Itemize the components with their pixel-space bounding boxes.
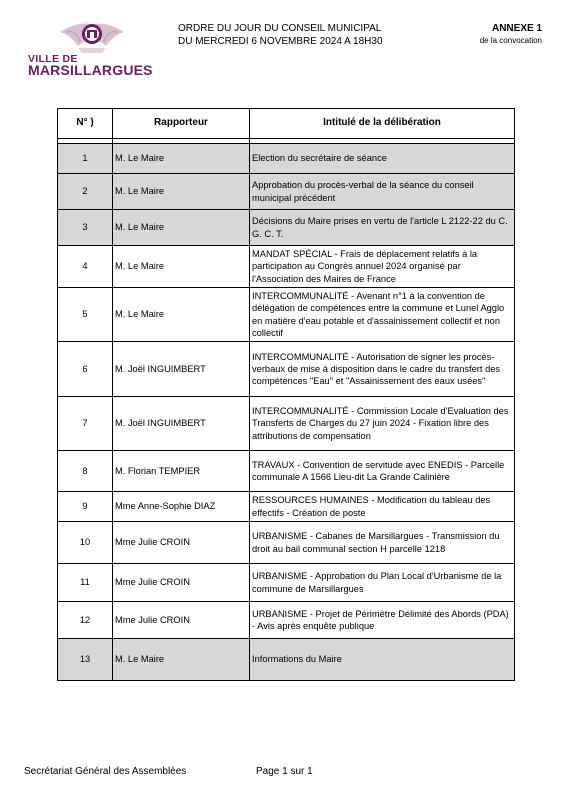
row-number: 13 <box>58 639 113 681</box>
row-rapporteur: M. Florian TEMPIER <box>113 451 250 492</box>
table-body <box>58 139 515 681</box>
logo-town-text: MARSILLARGUES <box>28 62 153 78</box>
header-num: N° ) <box>58 109 113 139</box>
row-rapporteur: Mme Anne-Sophie DIAZ <box>113 492 250 522</box>
row-number: 11 <box>58 564 113 602</box>
table-row <box>58 522 515 564</box>
row-intitule: RESSOURCES HUMAINES - Modification du tableau des effectifs - Création de poste <box>250 492 515 522</box>
row-rapporteur: M. Joël INGUIMBERT <box>113 342 250 397</box>
row-rapporteur: M. Le Maire <box>113 174 250 210</box>
table-row <box>58 246 515 288</box>
row-intitule: INTERCOMMUNALITÉ - Avenant n°1 à la convention de délégation de compétences entre la commune et Lunel Agglo en matière d'eau potable et d'assainissement collectif et non collectif <box>250 288 515 342</box>
row-intitule: URBANISME - Projet de Périmètre Délimité des Abords (PDA) - Avis après enquête publique <box>250 602 515 639</box>
row-rapporteur: M. Joël INGUIMBERT <box>113 397 250 451</box>
row-intitule: Election du secrétaire de séance <box>250 144 515 174</box>
table-row <box>58 144 515 174</box>
table-row <box>58 342 515 397</box>
logo-ville-text: VILLE DE <box>28 53 78 65</box>
table-row <box>58 210 515 246</box>
annexe-block <box>480 22 542 47</box>
row-intitule: URBANISME - Approbation du Plan Local d'Urbanisme de la commune de Marsillargues <box>250 564 515 602</box>
row-rapporteur: Mme Julie CROIN <box>113 522 250 564</box>
table-row <box>58 174 515 210</box>
row-rapporteur: Mme Julie CROIN <box>113 602 250 639</box>
city-crest-icon <box>52 20 132 54</box>
row-number: 7 <box>58 397 113 451</box>
row-number: 6 <box>58 342 113 397</box>
header-intitule: Intitulé de la délibération <box>250 109 515 139</box>
table-row <box>58 602 515 639</box>
table-row <box>58 564 515 602</box>
row-rapporteur: M. Le Maire <box>113 288 250 342</box>
row-intitule: Décisions du Maire prises en vertu de l'article L 2122-22 du C. G. C. T. <box>250 210 515 246</box>
annexe-subtitle: de la convocation <box>479 36 542 45</box>
table-row <box>58 492 515 522</box>
document-title <box>178 22 383 48</box>
row-number: 8 <box>58 451 113 492</box>
row-number: 10 <box>58 522 113 564</box>
footer-page-number: Page 1 sur 1 <box>256 766 313 777</box>
row-intitule: Approbation du procès-verbal de la séance du conseil municipal précédent <box>250 174 515 210</box>
row-intitule: INTERCOMMUNALITÉ - Commission Locale d'Evaluation des Transferts de Charges du 27 juin 2024 - Fixation libre des attributions de compensation <box>250 397 515 451</box>
row-number: 3 <box>58 210 113 246</box>
row-intitule: INTERCOMMUNALITÉ - Autorisation de signer les procès-verbaux de mise à disposition dans le cadre du transfert des compétences "Eau" et "Assainissement des eaux usées" <box>250 342 515 397</box>
footer-department: Secrétariat Général des Assemblées <box>24 766 187 777</box>
row-number: 2 <box>58 174 113 210</box>
table-row <box>58 397 515 451</box>
row-number: 9 <box>58 492 113 522</box>
row-rapporteur: M. Le Maire <box>113 246 250 288</box>
row-rapporteur: Mme Julie CROIN <box>113 564 250 602</box>
row-number: 1 <box>58 144 113 174</box>
row-intitule: Informations du Maire <box>250 639 515 681</box>
title-line-2: DU MERCREDI 6 NOVEMBRE 2024 A 18H30 <box>178 36 383 47</box>
row-rapporteur: M. Le Maire <box>113 639 250 681</box>
row-intitule: URBANISME - Cabanes de Marsillargues - Transmission du droit au bail communal section H parcelle 1218 <box>250 522 515 564</box>
row-intitule: TRAVAUX - Convention de servitude avec ENEDIS - Parcelle communale A 1566 Lieu-dit La Grande Calinière <box>250 451 515 492</box>
city-logo <box>24 20 164 82</box>
table-header-row <box>58 109 515 139</box>
title-line-1: ORDRE DU JOUR DU CONSEIL MUNICIPAL <box>178 23 382 34</box>
row-rapporteur: M. Le Maire <box>113 210 250 246</box>
table-row <box>58 288 515 342</box>
row-intitule: MANDAT SPÉCIAL - Frais de déplacement relatifs à la participation au Congrès annuel 2024 organisé par l'Association des Maires de France <box>250 246 515 288</box>
header-rapporteur: Rapporteur <box>113 109 250 139</box>
table-row <box>58 451 515 492</box>
row-number: 5 <box>58 288 113 342</box>
row-number: 12 <box>58 602 113 639</box>
row-number: 4 <box>58 246 113 288</box>
agenda-table <box>57 108 515 681</box>
table-row <box>58 639 515 681</box>
annexe-label: ANNEXE 1 <box>491 23 542 34</box>
row-rapporteur: M. Le Maire <box>113 144 250 174</box>
